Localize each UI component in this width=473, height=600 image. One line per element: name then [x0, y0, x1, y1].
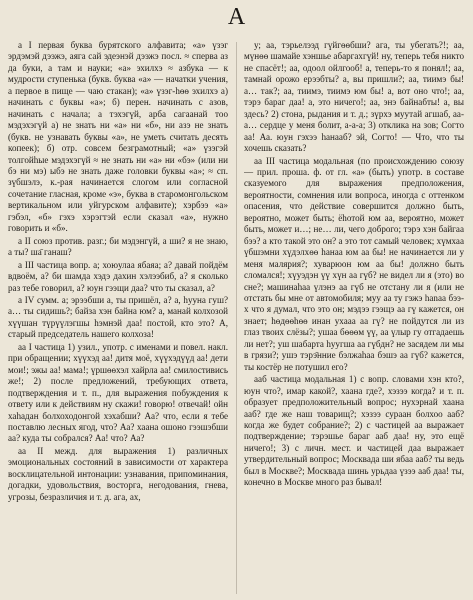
entry-a-4: а IV сумм. а; эрээбши а, ты пришёл, а? а, һууна гуш? а… ты сидишь?; байза хэн байна юм? а, манай колхозой хүүшан түрүүлэгшы һэмнэй даа! постой, кто это? А, старый председатель нашего колхоза! — [8, 294, 228, 340]
left-column — [8, 40, 228, 596]
entry-aab: ааб частица модальная 1) с вопр. словами хэн кто?, юун что?, имар какой?, хаана где?, хэзээ когда? и т. п. образует предположительный вопрос; нухэрнай хаана ааб? где же наш товарищ?; хэзээ сураан болхоо ааб? когда же будет собрание?; 2) с частицей аа выражает подтверждение; тэрэшье бараг ааб даа! ну, это ещё ничего!; 3) с личн. мест. и частицей даа выражает утвердительный вопрос; Москвада ши ябаа ааб? ты ведь был в Москве?; Москвада шинь урьдаа үзээ ааб даа! ты, конечно в Москве много раз бывал! — [244, 374, 464, 488]
entry-aa-1: аа I частица 1) узил., употр. с именами и повел. накл. при обращении; хүүхэд аа! дитя моё, хүүхэдүүд аа! дети мои!; эжы аа! мама!; үршөөхэл хайрла аа! смилостивись же!; 2) после предложений, требующих ответа, подтверждения и т. п., для выражения побуждения к ответу или к действиям ну скажи! говорю! отвечай! ойн хаһадан болхоходонгой хэхабши? Аа? что, если я тебе поставлю лесных ягод, что? Аа? хаана ошоно гээшэбши аа? куда ты собрался? Аа! что? Аа? — [8, 341, 228, 444]
entry-aa-2: аа II межд. для выражения 1) различных эмоциональных состояний в зависимости от характера восклицательной интонации: узнавания, припоминания, догадки, удовольствия, восторга, негодования, гнева, угрозы, безразличия и т. д. ага, ах, — [8, 445, 228, 502]
entry-aa-2-cont: у; аа, тэрьелээд гүйгөөбши? ага, ты убегать?!; аа, мүнөө шамайе хэншье абаргахгүй! ну, теперь тебя никто не спасёт!; аа, одоол ойлгооб! а, теперь-то я понял!; аа, тамнай орожо ерээбты? а, вы пришли?; аа, тиимэ бы! а… так?; аа, тиимэ, тиимэ юм бы! а, вот оно что!; аа, тэрэ бараг даа! а, это ничего!; аа, энэ байнабты! а, вы здесь? 2) стона, рыдания и т. д.; зүрхэ муутай агшаб, аа-а… сердце у меня болит, а-а-а; 3) отклика на зов; Согто аа! Аа. юун гэхээ һанааб? эй, Согто! — Что, что ты хочешь сказать? — [244, 40, 464, 154]
right-column — [244, 40, 464, 596]
page-header-letter: А — [227, 4, 246, 30]
entry-a-2: а II союз против. разг.; би мэдэнгүй, а ши? я не знаю, а ты? ша̄ ганаш? — [8, 235, 228, 258]
entry-a-1: а I первая буква бурятского алфавита; «а» үзэг эрдэмэй дээжэ, аяга сай эдеэнэй дээжэ посл. ≈ сперва аз да буки, а там и науки; «а» эхилхэ ≈ азбука — к мудрости ступенька (букв. буква «а» — начатки учения, а первое в пище — чаю стакан); «а» үзэг-һөө эхилхэ а) начинать с буквы «а»; б) перен. начинать с азов, начинать с начала; а тэхэгүй, арба сагаанай тоо мэдэхэгүй а) не знать ни «а» ни «б», ни азэ не знать (букв. не узнавать буквы «а», не уметь считать десять копеек); б) отр. совсем безграмотный; «а» үзэгэй толгойһые мэдэхэгүй ≈ не знать ни «а» ни «бэ» (или ни бэ ни мэ) ыбэ не знать даже головки буквы «а»; ≈ сп. зүбшэлэ, к.-рая начинается слогом или согласной сочетание гласная, кроме «э», буква в старомонгольском вертикальном или уйгурском алфавите); хэрбээ «а» гэбэл, «б» гэхэ хэрэгтэй если сказал «а», нужно говорить и «б». — [8, 40, 228, 234]
column-divider — [236, 42, 237, 594]
entry-aa-3: аа III частица модальная (по происхождению союзу — прил. проша. ф. от гл. «а» (быть) употр. в составе сказуемого для выражения предположения, вероятности, сомнения или вопроса, иногда с оттенком опасения, что действие совершится должно быть, вероятно, может быть; ёһотой юм аа, вероятно, может быть, может и…; не… ли, чего доброго; тэрэ хэн байгаа бээ? а кто такой это он? а это тот самый человек; хүмхаа үбшэмни хүдэлхөө һанаа юм аа бы! не начинается ли у меня малярия?; хуварюон юм аа бы! должно быть сломался!; хүуэдэн үү хүн аа гүб? не видел ли я (это) во сне?; машинаһаа үлэнэ аа гүб не отстану ли я (или не отстать бы мне от автомобиля; муу аа ту гэжэ hanaa бээ-х что я думал, что это он; мэдээ гээщэ аа гү кажется, он знает; һөдөөһөө инан ухааа аа гү? не пойдутся ли из глаз твоих слёзы?; ушаа бөөөм үү, аа үлыр гу отгадаешь ли нет?; уш шабарта һуугша аа гүбдн? не засядем ли мы в грязи?; ушэ тэрэ̄нние бэлжаһаа бэшэ аа гүб? кажется, ты костёр не потушил его? — [244, 155, 464, 372]
entry-a-3: а III частица вопр. а; хоюулаа ябаяа; а? давай пойдём вдвоём, а? би шамда хэдэ дахин хэлээбиб, а? я сколько раз тебе говорил, а? юун гээщи даа? что ты сказал, а? — [8, 259, 228, 293]
